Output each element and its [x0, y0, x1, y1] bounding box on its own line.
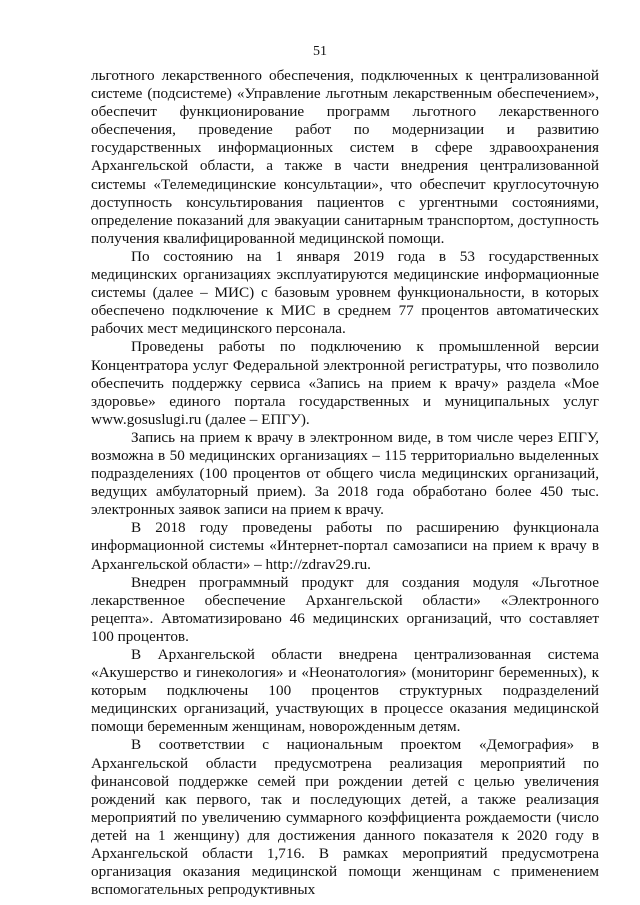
paragraph-self-registration-portal: В 2018 году проведены работы по расширению функционала информационной системы «Интернет-портал самозаписи на прием к врачу в Архангельской области» – http://zdrav29.ru.	[91, 519, 599, 573]
paragraph-electronic-prescription: Внедрен программный продукт для создания модуля «Льготное лекарственное обеспечение Архангельской области» «Электронного рецепта». Автоматизировано 46 медицинских организаций, что составляет 100 процентов.	[91, 573, 599, 645]
paragraph-mis-status: По состоянию на 1 января 2019 года в 53 государственных медицинских организациях эксплуатируются медицинские информационные системы (далее – МИС) с базовым уровнем функциональности, в которых обеспечено подключение к МИС в среднем 77 процентов автоматических рабочих мест медицинского персонала.	[91, 247, 599, 338]
paragraph-electronic-appointments: Запись на прием к врачу в электронном виде, в том числе через ЕПГУ, возможна в 50 медицинских организациях – 115 территориально выделенных подразделениях (100 процентов от общего числа медицинских организаций, ведущих амбулаторный прием). За 2018 года обработано более 450 тыс. электронных заявок записи на прием к врачу.	[91, 428, 599, 519]
paragraph-obstetrics-system: В Архангельской области внедрена централизованная система «Акушерство и гинекология» и «Неонатология» (мониторинг беременных), к которым подключены 100 процентов структурных подразделений медицинских организаций, участвующих в процессе оказания медицинской помощи беременным женщинам, новорожденным детям.	[91, 646, 599, 736]
paragraph-registry-connection: Проведены работы по подключению к промышленной версии Концентратора услуг Федеральной электронной регистратуры, что позволило обеспечить поддержку сервиса «Запись на прием к врачу» раздела «Мое здоровье» единого портала государственных и муниципальных услуг www.gosuslugi.ru (далее – ЕПГУ).	[91, 338, 599, 428]
paragraph-1-continued: льготного лекарственного обеспечения, подключенных к централизованной системе (подсистеме) «Управление льготным лекарственным обеспечением», обеспечит функционирование программ льготного лекарственного обеспечения, проведение работ по модернизации и развитию государственных информационных систем в сфере здравоохранения Архангельской области, а также в части внедрения централизованной системы «Телемедицинские консультации», что обеспечит круглосуточную доступность консультирования пациентов с ургентными состояниями, определение показаний для эвакуации санитарным транспортом, доступность получения квалифицированной медицинской помощи.	[91, 67, 599, 247]
page-number: 51	[313, 44, 327, 59]
body-text	[91, 67, 599, 899]
paragraph-demography-project: В соответствии с национальным проектом «Демография» в Архангельской области предусмотрена реализация мероприятий по финансовой поддержке семей при рождении детей с целью увеличения рождений как первого, так и последующих детей, а также реализация мероприятий по увеличению суммарного коэффициента рождаемости (число детей на 1 женщину) для достижения данного показателя к 2020 году в Архангельской области 1,716. В рамках мероприятий предусмотрена организация оказания медицинской помощи женщинам с применением вспомогательных репродуктивных	[91, 736, 599, 899]
